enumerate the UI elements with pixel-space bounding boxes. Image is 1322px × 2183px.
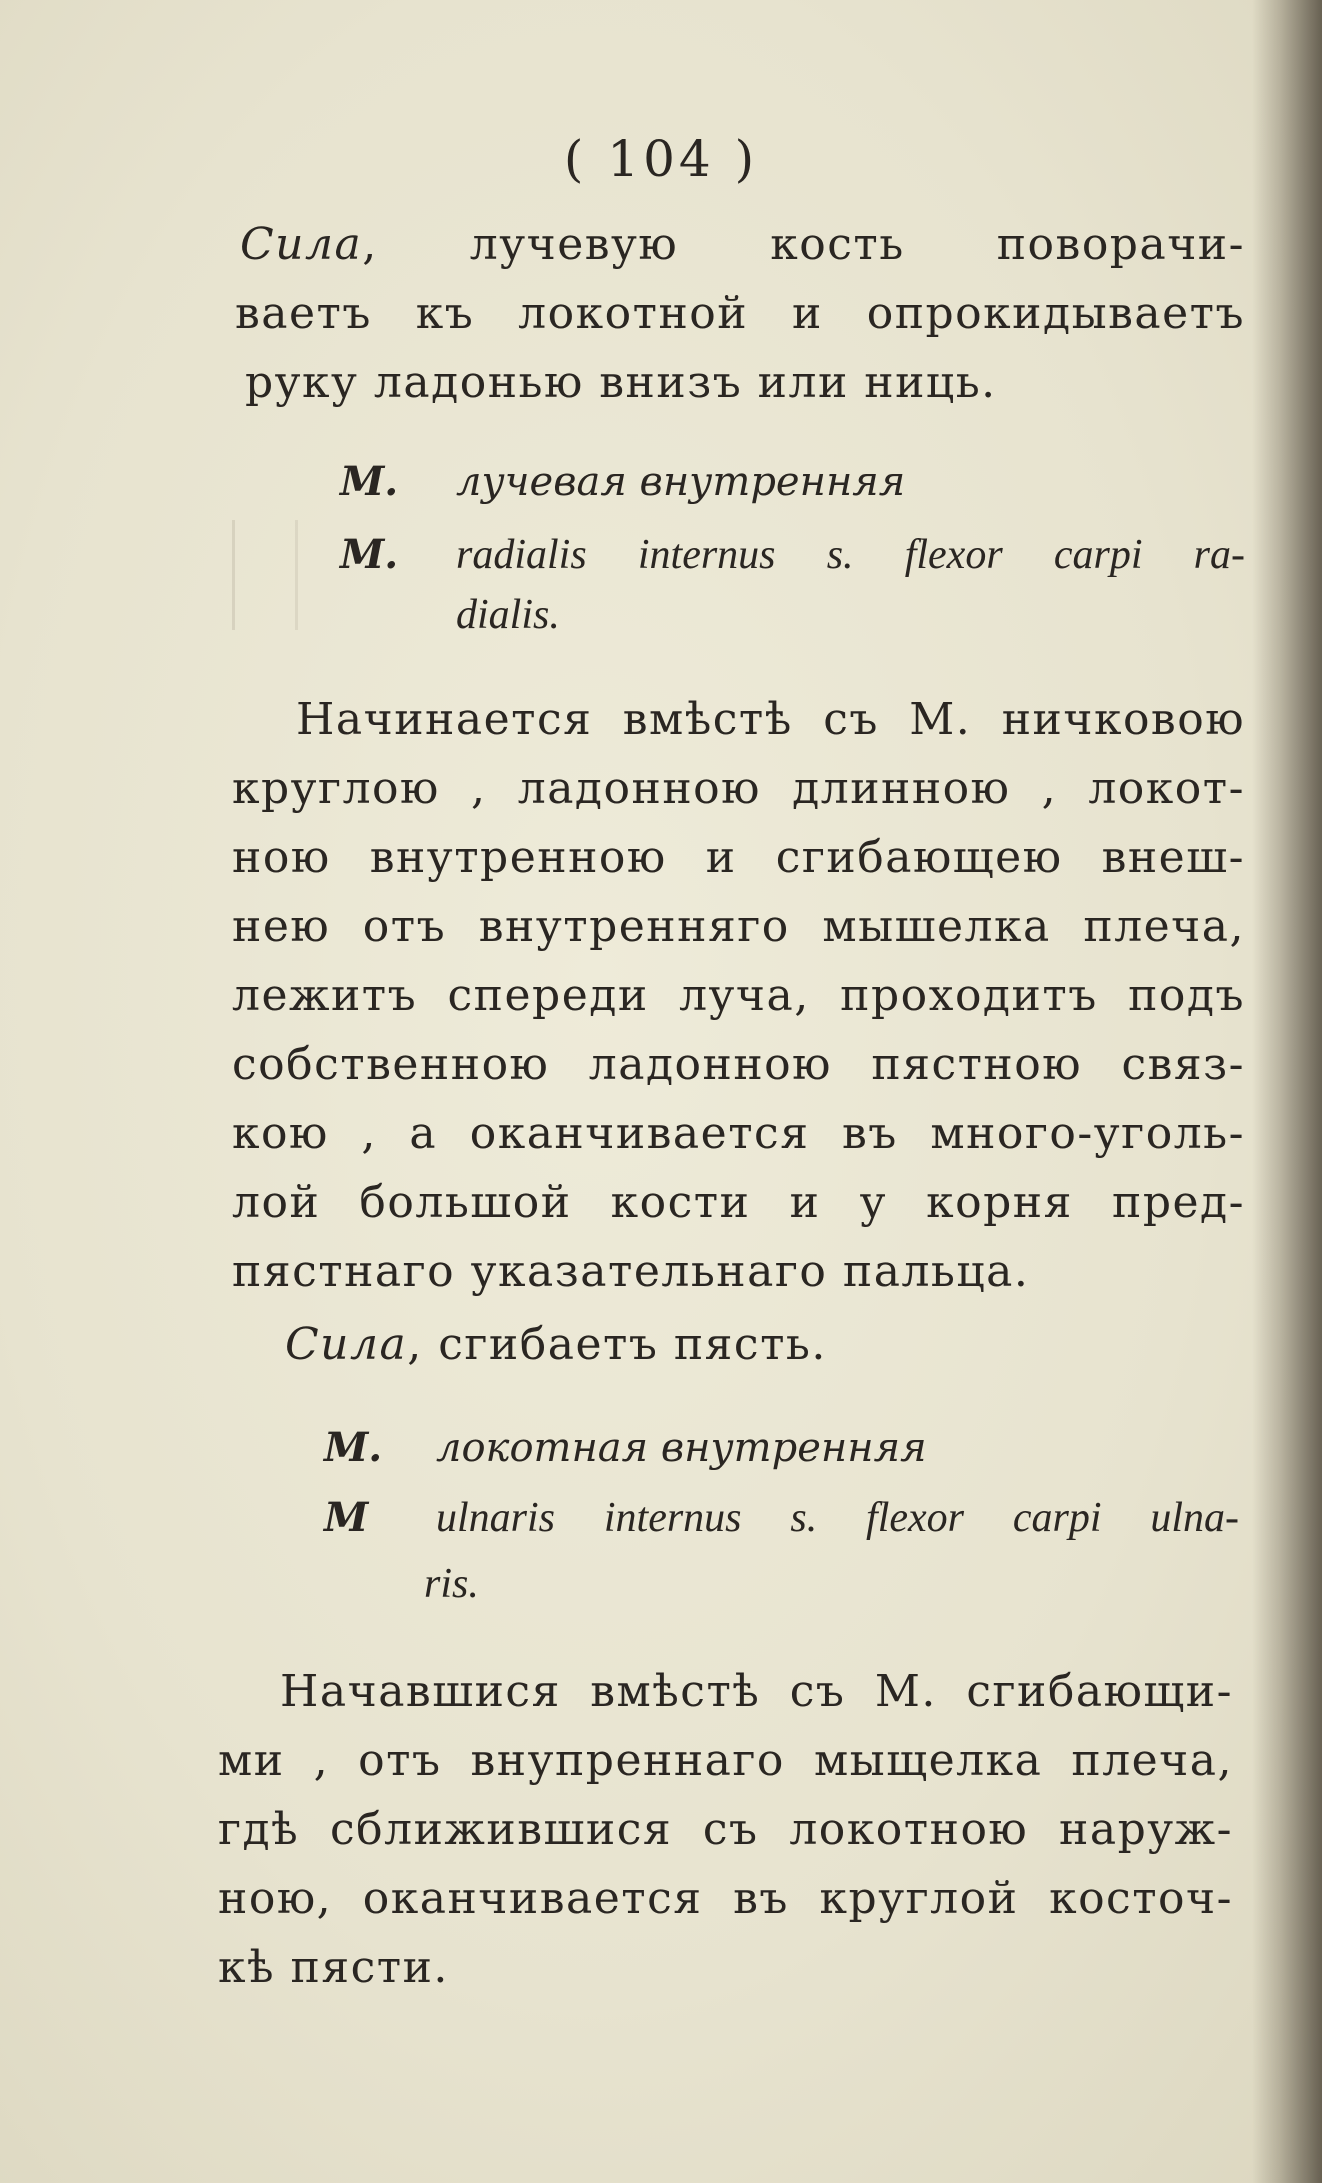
text-line: кѣ пясти. (218, 1942, 449, 1993)
muscle-name-latin-row (324, 1488, 1239, 1548)
muscle-name-latin-row (340, 525, 1245, 585)
text-line: Начинается вмѣстѣ съ М. ничковою (296, 694, 1245, 745)
text-line: собственною ладонною пястною связ- (232, 1039, 1245, 1090)
text-line: Начавшися вмѣстѣ съ М. сгибающи- (280, 1666, 1233, 1717)
muscle-name-latin-line2: dialis. (456, 592, 560, 638)
text-line: ваетъ къ локотной и опрокидываетъ (235, 288, 1245, 339)
text-line-rest: , сгибаетъ пясть. (407, 1319, 827, 1370)
text-line (240, 210, 1245, 279)
text-line: гдѣ сближившися съ локотною наруж- (218, 1804, 1233, 1855)
sila-paragraph-2 (285, 1310, 827, 1379)
text-line: лой большой кости и у корня пред- (232, 1177, 1245, 1228)
muscle-label: М. (340, 458, 399, 505)
text-line: ною внутренною и сгибающею внеш- (232, 832, 1245, 883)
text-line (285, 1310, 827, 1379)
text-line: кою , а оканчивается въ много-уголь- (232, 1108, 1245, 1159)
muscle-label: М. (324, 1424, 383, 1471)
text-line: нею отъ внутренняго мышелка плеча, (232, 901, 1245, 952)
sila-word: Сила (240, 219, 363, 270)
text-line: пястнаго указательнаго пальца. (232, 1246, 1030, 1297)
paragraph-2 (218, 1657, 1233, 2002)
muscle-label: М. (340, 531, 399, 578)
book-spine-shadow (1252, 0, 1322, 2183)
muscle-name-ru: локотная внутренняя (436, 1425, 927, 1471)
text-line: лежитъ спереди луча, проходитъ подъ (232, 970, 1245, 1021)
page-number: ( 104 ) (563, 130, 759, 188)
page-stain (232, 520, 298, 630)
text-line: ною, оканчивается въ круглой косточ- (218, 1873, 1233, 1924)
muscle-name-latin: radialis internus s. flexor carpi ra- (456, 532, 1245, 578)
muscle-name-latin: ulnaris internus s. flexor carpi ulna- (436, 1495, 1239, 1541)
muscle-label: М (324, 1494, 369, 1541)
text-line: руку ладонью внизъ или ниць. (245, 357, 997, 408)
sila-paragraph-1 (235, 210, 1245, 417)
paragraph-1 (232, 685, 1245, 1306)
text-line: ми , отъ внупреннаго мыщелка плеча, (218, 1735, 1233, 1786)
sila-word: Сила (285, 1319, 408, 1370)
text-line-rest: , лучевую кость поворачи- (362, 219, 1245, 270)
muscle-name-ru: лучевая внутренняя (456, 459, 906, 505)
muscle-name-latin-line2: ris. (424, 1561, 479, 1607)
text-line: круглою , ладонною длинною , локот- (232, 763, 1245, 814)
